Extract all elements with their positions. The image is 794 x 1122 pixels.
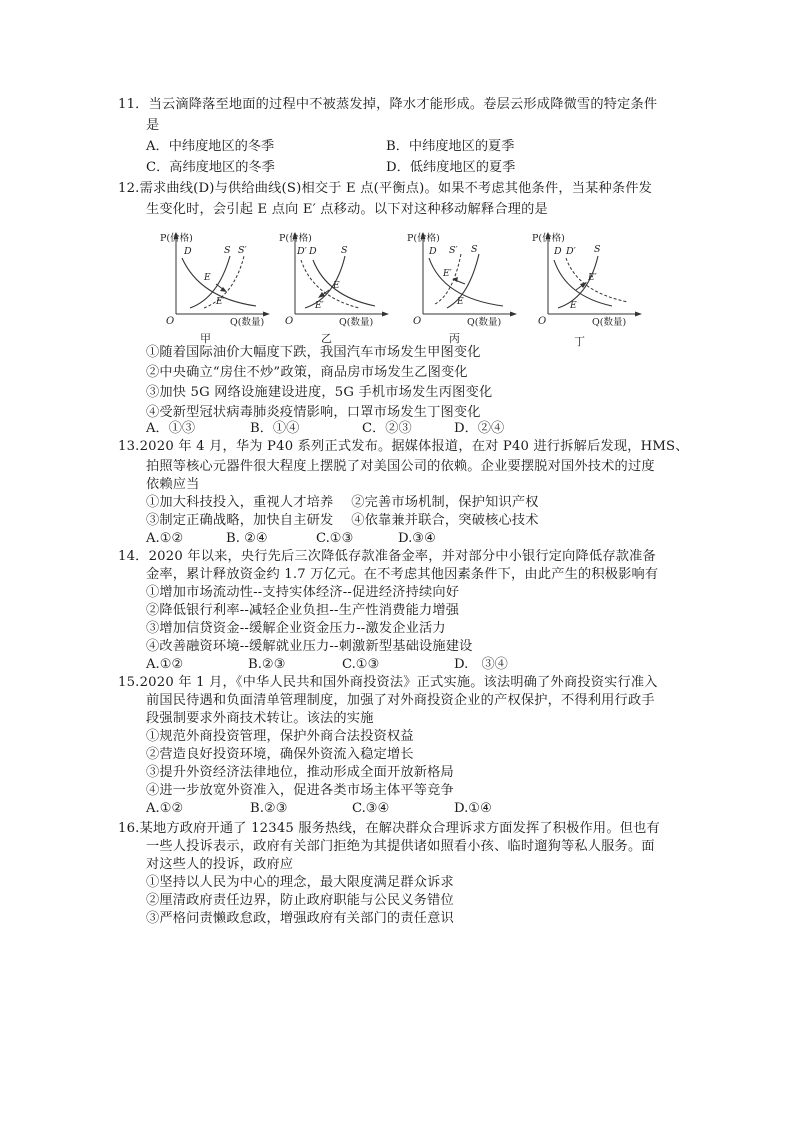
question-stem: 拍照等核心元器件很大程度上摆脱了对美国公司的依赖。企业要摆脱对国外技术的过度 (146, 459, 655, 474)
option-d: D.①④ (454, 801, 492, 816)
question-stem: 一些人投诉表示，政府有关部门拒绝为其提供诸如照看小孩、临时遛狗等私人服务。面 (146, 839, 655, 854)
statement-item: ③加快 5G 网络设施建设进度，5G 手机市场发生丙图变化 (146, 385, 493, 400)
option-b: B.②③ (250, 801, 288, 816)
option-a: A.①② (146, 531, 184, 546)
question-stem: 16.某地方政府开通了 12345 服务热线，在解决群众合理诉求方面发挥了积极作用。但也有 (118, 821, 660, 836)
option-b: B.②③ (248, 657, 286, 672)
question-stem: 生变化时，会引起 E 点向 E′ 点移动。以下对这种移动解释合理的是 (146, 202, 548, 217)
demand-curve-shifted (566, 258, 628, 302)
demand-curve (429, 258, 503, 306)
option-a: A．①③ (146, 421, 196, 436)
question-stem: 15.2020 年 1 月，《中华人民共和国外商投资法》正式实施。该法明确了外商投资实行准入 (118, 675, 658, 690)
question-stem: 13.2020 年 4 月，华为 P40 系列正式发布。据媒体报道，在对 P40 进行拆解后发现，HMS、 (118, 439, 689, 454)
question-stem: 对这些人的投诉，政府应 (146, 857, 294, 872)
curve-label-s-prime: S′ (449, 245, 458, 256)
option-a: A.①② (146, 657, 184, 672)
graph-caption: 丙 (449, 332, 460, 345)
question-stem: 12.需求曲线(D)与供给曲线(S)相交于 E 点(平衡点)。如果不考虑其他条件，当某种条件发 (118, 181, 653, 196)
curve-label-s-prime: S′ (238, 245, 247, 256)
question-stem: 金率，累计释放资金约 1.7 万亿元。在不考虑其他因素条件下，由此产生的积极影响有 (146, 567, 659, 582)
point-label-e: E (457, 297, 464, 307)
question-stem: 是 (146, 118, 160, 133)
curve-label-d: D (554, 246, 562, 257)
option-d: D．低纬度地区的夏季 (386, 160, 516, 175)
option-b: B．①④ (250, 421, 300, 436)
option-d: D. ③④ (454, 657, 508, 672)
statement-item: ①坚持以人民为中心的理念，最大限度满足群众诉求 (146, 875, 454, 890)
x-axis-label: Q(数量) (592, 317, 627, 328)
statement-item: ③制定正确战略，加快自主研发 ④依靠兼并联合，突破核心技术 (146, 513, 539, 528)
graph-caption: 甲 (200, 332, 211, 345)
option-c: C.①③ (342, 657, 380, 672)
demand-curve-shifted (301, 260, 359, 308)
statement-item: ②降低银行利率--减轻企业负担--生产性消费能力增强 (146, 603, 460, 618)
statement-item: ④进一步放宽外资准入，促进各类市场主体平等竞争 (146, 783, 454, 798)
statement-item: ③提升外资经济法律地位，推动形成全面开放新格局 (146, 765, 454, 780)
curve-label-s: S (341, 245, 348, 256)
origin-label: O (285, 316, 294, 327)
graph-caption: 丁 (574, 335, 585, 348)
y-axis-label: P(价格) (407, 233, 440, 244)
statement-item: ①随着国际油价大幅度下跌，我国汽车市场发生甲图变化 (146, 345, 481, 360)
point-label-e: E (204, 273, 211, 283)
option-a: A．中纬度地区的冬季 (146, 139, 275, 154)
statement-item: ②厘清政府责任边界，防止政府职能与公民义务错位 (146, 893, 454, 908)
option-d: D.③④ (398, 531, 436, 546)
curve-label-s: S (594, 244, 601, 255)
statement-item: ①规范外商投资管理，保护外商合法投资权益 (146, 729, 414, 744)
statement-item: ④改善融资环境--缓解就业压力--刺激新型基础设施建设 (146, 639, 473, 654)
statement-item: ④受新型冠状病毒肺炎疫情影响，口罩市场发生丁图变化 (146, 405, 481, 420)
curve-label-d: D (309, 246, 317, 257)
statement-item: ③严格问责懒政怠政，增强政府有关部门的责任意识 (146, 911, 454, 926)
option-c: C．②③ (362, 421, 412, 436)
x-axis-label: Q(数量) (467, 317, 502, 328)
graph-ding (532, 228, 652, 346)
statement-item: ②中央确立“房住不炒”政策，商品房市场发生乙图变化 (146, 365, 468, 380)
option-b: B. ②④ (226, 531, 268, 546)
point-label-e: E (570, 301, 577, 311)
y-axis-label: P(价格) (160, 233, 193, 244)
origin-label: O (538, 316, 547, 327)
graph-jia (160, 228, 280, 346)
question-stem: 11．当云滴降落至地面的过程中不被蒸发掉，降水才能形成。卷层云形成降微雪的特定条件 (118, 97, 658, 112)
option-c: C．高纬度地区的冬季 (146, 160, 275, 175)
x-axis-label: Q(数量) (230, 317, 265, 328)
point-label-e-prime: E′ (443, 269, 452, 279)
curve-label-d: D (429, 246, 437, 257)
option-c: C.①③ (316, 531, 354, 546)
y-axis-label: P(价格) (279, 233, 312, 244)
curve-label-d: D (184, 246, 192, 257)
option-d: D．②④ (454, 421, 505, 436)
point-label-e: E (333, 281, 340, 291)
question-stem: 依赖应当 (146, 477, 200, 492)
statement-item: ①加大科技投入，重视人才培养 ②完善市场机制，保护知识产权 (146, 495, 539, 510)
point-label-e-prime: E′ (216, 297, 225, 307)
option-c: C.③④ (352, 801, 390, 816)
origin-label: O (413, 316, 422, 327)
statement-item: ②营造良好投资环境，确保外资流入稳定增长 (146, 747, 414, 762)
y-axis-label: P(价格) (532, 233, 565, 244)
option-a: A.①② (146, 801, 184, 816)
option-b: B．中纬度地区的夏季 (386, 139, 515, 154)
question-stem: 前国民待遇和负面清单管理制度，加强了对外商投资企业的产权保护，不得利用行政手 (146, 693, 655, 708)
curve-label-d-prime: D′ (297, 246, 307, 257)
x-axis-label: Q(数量) (339, 317, 374, 328)
demand-curve (313, 260, 375, 306)
graph-yi (279, 228, 399, 346)
statement-item: ③增加信贷资金--缓解企业资金压力--激发企业活力 (146, 621, 446, 636)
graph-bing (407, 228, 527, 346)
question-stem: 14．2020 年以来，央行先后三次降低存款准备金率，并对部分中小银行定向降低存款准备 (118, 549, 656, 564)
curve-label-d-prime: D′ (566, 246, 576, 257)
graph-caption: 乙 (321, 332, 332, 345)
point-label-e-prime: E′ (588, 273, 597, 283)
curve-label-s: S (224, 245, 231, 256)
origin-label: O (166, 316, 175, 327)
curve-label-s: S (471, 244, 478, 255)
question-stem: 段强制要求外商技术转让。该法的实施 (146, 711, 374, 726)
statement-item: ①增加市场流动性--支持实体经济--促进经济持续向好 (146, 585, 460, 600)
point-label-e-prime: E′ (315, 301, 324, 311)
